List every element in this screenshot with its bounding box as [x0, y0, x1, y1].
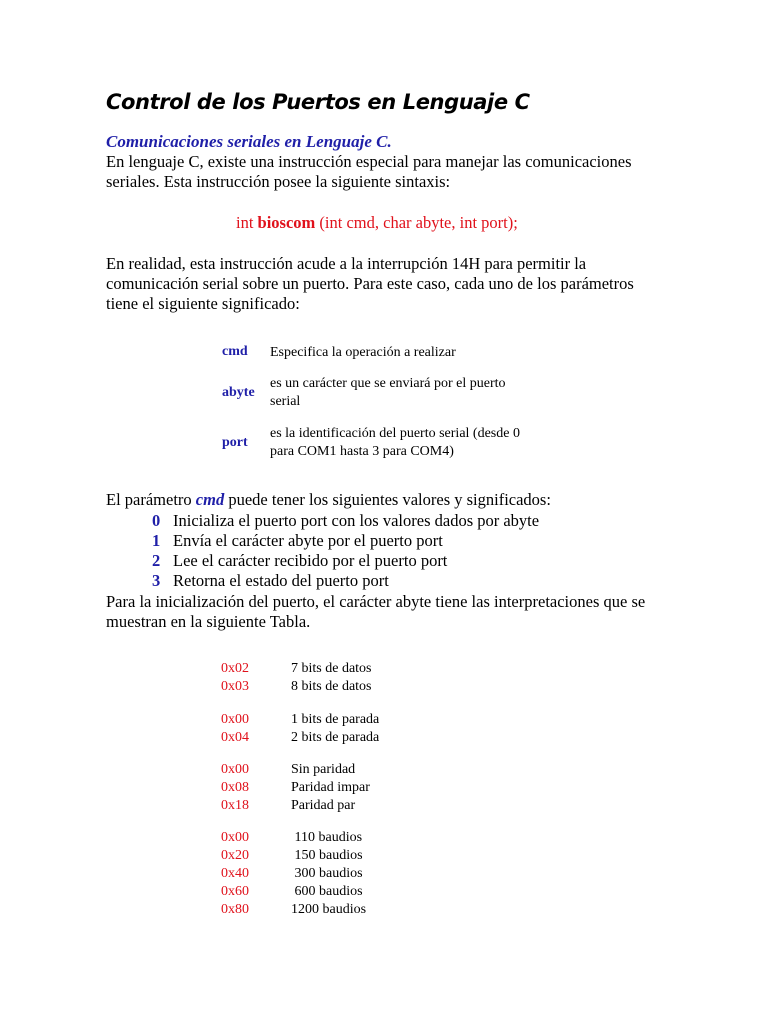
param-desc-line: Especifica la operación a realizar [270, 345, 456, 360]
table-meaning: 2 bits de parada [291, 730, 380, 745]
cmd-value-number: 0 [152, 511, 161, 530]
table-hex: 0x40 [221, 866, 249, 881]
param-name-cmd: cmd [222, 344, 248, 359]
table-hex: 0x60 [221, 884, 249, 899]
init-line-2: muestran en la siguiente Tabla. [106, 612, 311, 631]
table-meaning: 1200 baudios [291, 902, 367, 917]
table-meaning: 600 baudios [291, 884, 363, 899]
table-hex: 0x03 [221, 679, 249, 694]
cmd-value-number: 2 [152, 551, 161, 570]
syntax-line [236, 213, 518, 233]
page-title: Control de los Puertos en Lenguaje C [106, 90, 530, 114]
table-hex: 0x02 [221, 661, 249, 676]
table-meaning: 300 baudios [291, 866, 363, 881]
param-name-abyte: abyte [222, 385, 255, 400]
cmd-intro-param: cmd [195, 490, 225, 509]
table-meaning: Paridad impar [291, 780, 370, 795]
param-desc-cmd [270, 344, 560, 362]
cmd-intro-before: El parámetro [106, 490, 196, 509]
table-hex: 0x20 [221, 848, 249, 863]
table-meaning: 110 baudios [291, 830, 363, 845]
explain-line-1: En realidad, esta instrucción acude a la interrupción 14H para permitir la [106, 254, 587, 273]
table-hex: 0x18 [221, 798, 249, 813]
param-name-port: port [222, 435, 248, 450]
table-hex: 0x04 [221, 730, 249, 745]
param-desc-port [270, 425, 560, 461]
table-hex: 0x80 [221, 902, 249, 917]
cmd-value-text: Lee el carácter recibido por el puerto port [173, 551, 448, 570]
cmd-value-text: Envía el carácter abyte por el puerto port [173, 531, 443, 550]
table-meaning: Paridad par [291, 798, 356, 813]
table-meaning: 8 bits de datos [291, 679, 372, 694]
table-hex: 0x00 [221, 830, 249, 845]
section-subtitle: Comunicaciones seriales en Lenguaje C. [106, 132, 392, 151]
param-desc-line: serial [270, 394, 301, 409]
explain-line-3: tiene el siguiente significado: [106, 294, 300, 313]
param-desc-abyte [270, 375, 560, 411]
cmd-value-number: 1 [152, 531, 161, 550]
param-desc-line: es un carácter que se enviará por el puerto [270, 376, 506, 391]
init-line-1: Para la inicialización del puerto, el carácter abyte tiene las interpretaciones que se [106, 592, 646, 611]
intro-line-1: En lenguaje C, existe una instrucción especial para manejar las comunicaciones [106, 152, 632, 171]
cmd-intro-after: puede tener los siguientes valores y significados: [224, 490, 551, 509]
cmd-value-number: 3 [152, 571, 161, 590]
syntax-prefix: int [236, 213, 258, 232]
table-hex: 0x00 [221, 712, 249, 727]
cmd-value-text: Retorna el estado del puerto port [173, 571, 389, 590]
table-meaning: 150 baudios [291, 848, 363, 863]
cmd-value-text: Inicializa el puerto port con los valores dados por abyte [173, 511, 540, 530]
table-meaning: 7 bits de datos [291, 661, 372, 676]
syntax-args: (int cmd, char abyte, int port); [315, 213, 518, 232]
syntax-function-name: bioscom [257, 213, 316, 232]
param-desc-line: es la identificación del puerto serial (desde 0 [270, 426, 520, 441]
table-meaning: Sin paridad [291, 762, 356, 777]
intro-line-2: seriales. Esta instrucción posee la siguiente sintaxis: [106, 172, 451, 191]
cmd-intro-line [106, 490, 551, 510]
table-meaning: 1 bits de parada [291, 712, 380, 727]
param-desc-line: para COM1 hasta 3 para COM4) [270, 444, 454, 459]
explain-line-2: comunicación serial sobre un puerto. Para este caso, cada uno de los parámetros [106, 274, 634, 293]
table-hex: 0x08 [221, 780, 249, 795]
table-hex: 0x00 [221, 762, 249, 777]
